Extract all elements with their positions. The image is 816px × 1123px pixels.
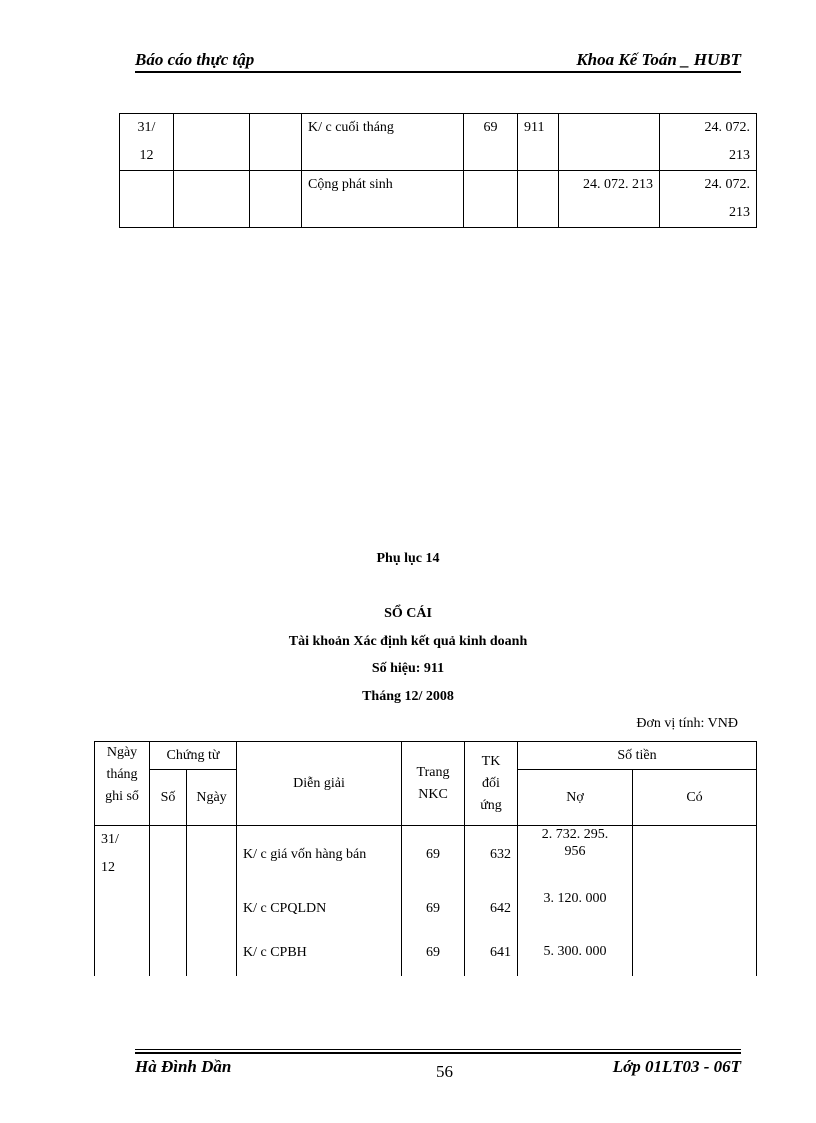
voucher-no-cell	[150, 826, 187, 976]
voucher-date-cell	[187, 826, 237, 976]
entry-page: 69	[426, 847, 440, 862]
date-cell	[120, 171, 174, 228]
desc-cell: K/ c cuối tháng	[302, 114, 464, 171]
entry-acct: 641	[490, 945, 511, 960]
col-voucher-no-header: Số	[150, 770, 187, 826]
col-voucher-header: Chứng từ	[150, 742, 237, 770]
entry-desc: K/ c CPBH	[243, 945, 307, 960]
entry-acct: 632	[490, 847, 511, 862]
entry-debit: 3. 120. 000	[543, 891, 607, 906]
page-cell	[464, 171, 518, 228]
date-cell: 31/ 12	[95, 826, 150, 976]
ledger-account: Tài khoản Xác định kết quả kinh doanh	[288, 634, 528, 649]
table-row	[120, 171, 757, 228]
credit-cell	[633, 826, 757, 976]
page-cell: 69	[464, 114, 518, 171]
entry-desc: K/ c giá vốn hàng bán	[243, 847, 367, 862]
voucher-date-cell	[250, 171, 302, 228]
credit-cell: 24. 072. 213	[660, 171, 757, 228]
debit-cell: 24. 072. 213	[559, 171, 660, 228]
col-page-header: Trang NKC	[402, 742, 465, 826]
col-credit-header: Có	[633, 770, 757, 826]
footer-rule	[135, 1049, 741, 1050]
entry-debit: 5. 300. 000	[543, 944, 607, 959]
desc-cell: Cộng phát sinh	[302, 171, 464, 228]
table-row	[120, 114, 757, 171]
col-voucher-date-header: Ngày	[187, 770, 237, 826]
debit-cell	[559, 114, 660, 171]
voucher-date-cell	[250, 114, 302, 171]
col-acct-header: TK đối ứng	[465, 742, 518, 826]
entry-debit: 2. 732. 295. 956	[541, 827, 609, 859]
acct-cell	[465, 826, 518, 976]
page-number: 56	[436, 1062, 453, 1081]
col-date-header: Ngày tháng ghi sổ	[95, 742, 150, 826]
top-ledger-table	[119, 113, 757, 228]
footer-class: Lớp 01LT03 - 06T	[612, 1057, 741, 1076]
entry-desc: K/ c CPQLDN	[243, 901, 327, 916]
entry-page: 69	[426, 945, 440, 960]
header-right: Khoa Kế Toán _ HUBT	[576, 50, 741, 69]
col-amount-header: Số tiền	[518, 742, 757, 770]
page-cell	[402, 826, 465, 976]
header-rule	[135, 71, 741, 73]
ledger-number: Số hiệu: 911	[371, 661, 445, 676]
entry-page: 69	[426, 901, 440, 916]
acct-cell	[518, 171, 559, 228]
table-row	[95, 826, 757, 976]
page-header	[135, 50, 741, 72]
date-cell: 31/ 12	[120, 114, 174, 171]
col-debit-header: Nợ	[518, 770, 633, 826]
desc-cell	[237, 826, 402, 976]
appendix-title: Phụ lục 14	[376, 551, 440, 566]
footer-rule	[135, 1052, 741, 1054]
unit-label: Đơn vị tính: VNĐ	[636, 716, 738, 731]
ledger-table	[94, 741, 757, 976]
col-desc-header: Diễn giải	[237, 742, 402, 826]
entry-acct: 642	[490, 901, 511, 916]
debit-cell	[518, 826, 633, 976]
ledger-month: Tháng 12/ 2008	[362, 689, 454, 704]
voucher-no-cell	[174, 114, 250, 171]
credit-cell: 24. 072. 213	[660, 114, 757, 171]
header-row	[95, 742, 757, 770]
ledger-title: SỔ CÁI	[384, 606, 432, 621]
voucher-no-cell	[174, 171, 250, 228]
acct-cell: 911	[518, 114, 559, 171]
footer-author: Hà Đình Dần	[135, 1057, 232, 1076]
header-left: Báo cáo thực tập	[135, 50, 255, 69]
